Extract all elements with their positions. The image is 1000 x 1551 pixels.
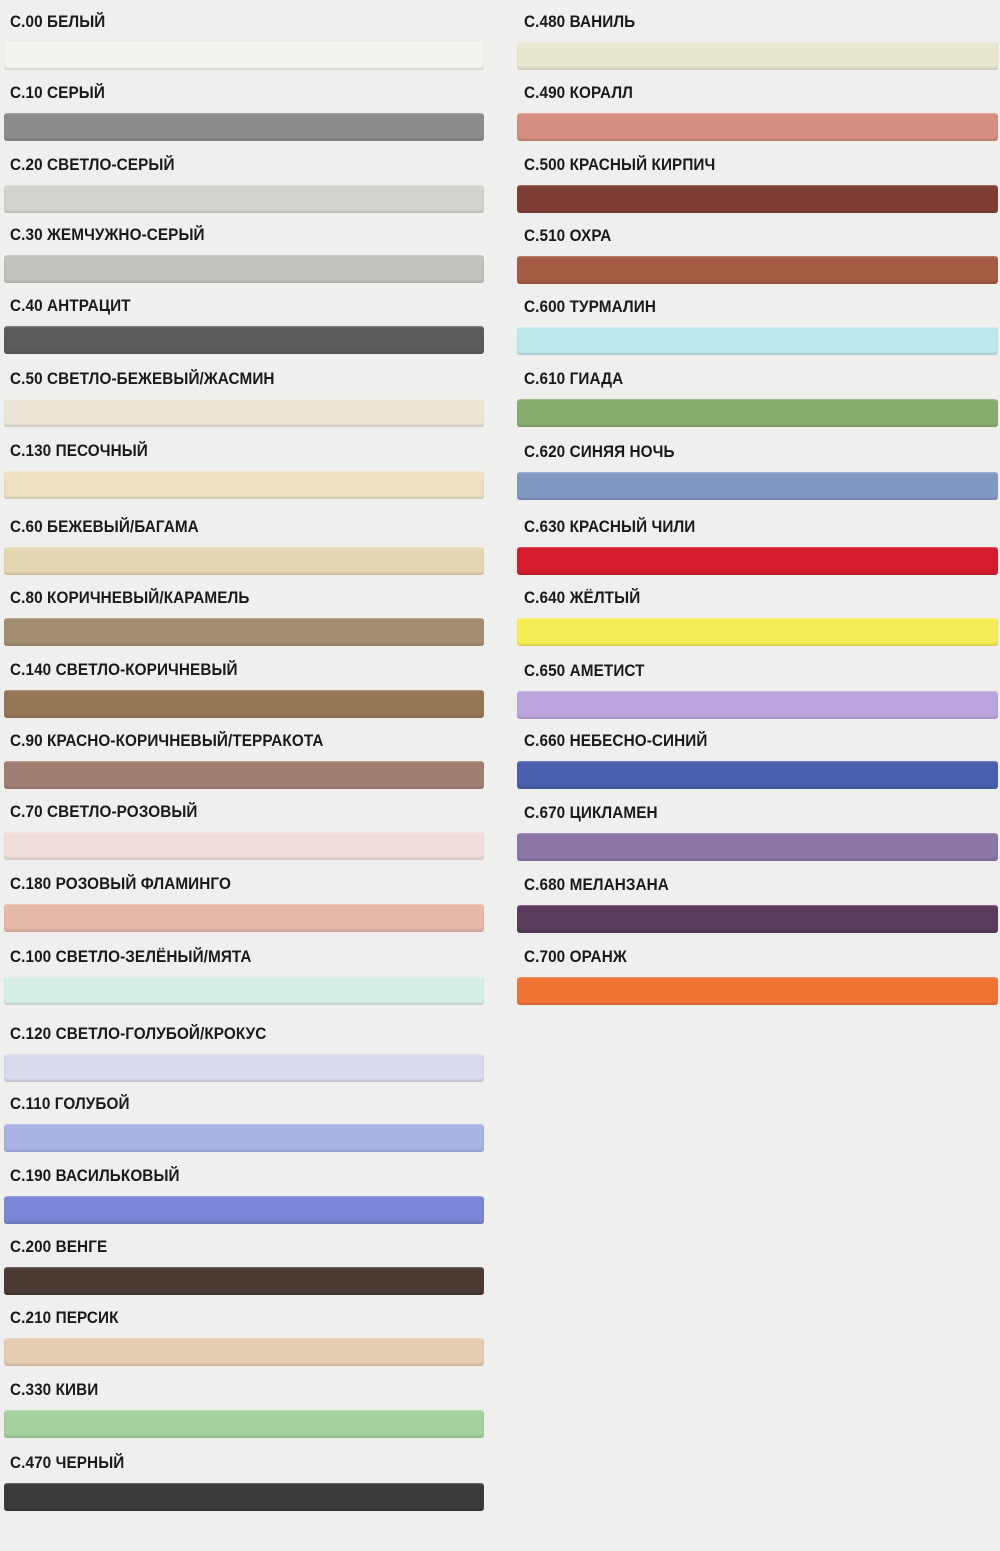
swatch-bar — [4, 547, 484, 575]
swatch-label: C.90 КРАСНО-КОРИЧНЕВЫЙ/ТЕРРАКОТА — [10, 731, 324, 750]
swatch-bar — [517, 618, 998, 646]
swatch-bar — [4, 185, 484, 213]
swatch-label: C.510 ОХРА — [524, 226, 612, 245]
swatch-label: C.680 МЕЛАНЗАНА — [524, 875, 669, 894]
swatch-label: C.630 КРАСНЫЙ ЧИЛИ — [524, 517, 696, 536]
swatch-label: C.80 КОРИЧНЕВЫЙ/КАРАМЕЛЬ — [10, 588, 250, 607]
swatch-label: C.330 КИВИ — [10, 1380, 99, 1399]
swatch-label: C.670 ЦИКЛАМЕН — [524, 803, 658, 822]
swatch-bar — [4, 1338, 484, 1366]
swatch-bar — [4, 255, 484, 283]
swatch-bar — [517, 185, 998, 213]
swatch-bar — [4, 399, 484, 427]
swatch-label: C.00 БЕЛЫЙ — [10, 12, 106, 31]
swatch-bar — [517, 113, 998, 141]
swatch-label: C.600 ТУРМАЛИН — [524, 297, 656, 316]
swatch-label: C.500 КРАСНЫЙ КИРПИЧ — [524, 155, 716, 174]
swatch-bar — [517, 472, 998, 500]
swatch-bar — [4, 832, 484, 860]
swatch-bar — [4, 1267, 484, 1295]
swatch-bar — [4, 1124, 484, 1152]
swatch-label: C.650 АМЕТИСТ — [524, 661, 645, 680]
swatch-bar — [4, 977, 484, 1005]
swatch-bar — [517, 399, 998, 427]
swatch-label: C.480 ВАНИЛЬ — [524, 12, 636, 31]
swatch-label: C.70 СВЕТЛО-РОЗОВЫЙ — [10, 802, 198, 821]
swatch-bar — [4, 471, 484, 499]
swatch-bar — [517, 833, 998, 861]
swatch-bar — [517, 761, 998, 789]
swatch-bar — [517, 256, 998, 284]
swatch-bar — [4, 1196, 484, 1224]
swatch-label: C.470 ЧЕРНЫЙ — [10, 1453, 125, 1472]
swatch-bar — [517, 42, 998, 70]
swatch-label: C.640 ЖЁЛТЫЙ — [524, 588, 641, 607]
swatch-label: C.110 ГОЛУБОЙ — [10, 1094, 130, 1113]
swatch-label: C.180 РОЗОВЫЙ ФЛАМИНГО — [10, 874, 231, 893]
swatch-bar — [4, 761, 484, 789]
swatch-label: C.20 СВЕТЛО-СЕРЫЙ — [10, 155, 175, 174]
swatch-label: C.490 КОРАЛЛ — [524, 83, 633, 102]
swatch-bar — [517, 547, 998, 575]
swatch-bar — [517, 905, 998, 933]
swatch-label: C.200 ВЕНГЕ — [10, 1237, 108, 1256]
swatch-bar — [517, 691, 998, 719]
swatch-label: C.660 НЕБЕСНО-СИНИЙ — [524, 731, 708, 750]
swatch-label: C.120 СВЕТЛО-ГОЛУБОЙ/КРОКУС — [10, 1024, 267, 1043]
swatch-label: C.60 БЕЖЕВЫЙ/БАГАМА — [10, 517, 199, 536]
swatch-bar — [517, 977, 998, 1005]
swatch-label: C.190 ВАСИЛЬКОВЫЙ — [10, 1166, 180, 1185]
swatch-bar — [4, 1483, 484, 1511]
swatch-label: C.30 ЖЕМЧУЖНО-СЕРЫЙ — [10, 225, 205, 244]
swatch-label: C.700 ОРАНЖ — [524, 947, 627, 966]
swatch-bar — [4, 42, 484, 70]
swatch-label: C.210 ПЕРСИК — [10, 1308, 119, 1327]
swatch-bar — [4, 113, 484, 141]
swatch-bar — [4, 326, 484, 354]
swatch-label: C.100 СВЕТЛО-ЗЕЛЁНЫЙ/МЯТА — [10, 947, 252, 966]
swatch-label: C.50 СВЕТЛО-БЕЖЕВЫЙ/ЖАСМИН — [10, 369, 275, 388]
swatch-label: C.40 АНТРАЦИТ — [10, 296, 131, 315]
swatch-bar — [4, 618, 484, 646]
swatch-label: C.10 СЕРЫЙ — [10, 83, 105, 102]
swatch-label: C.620 СИНЯЯ НОЧЬ — [524, 442, 675, 461]
swatch-bar — [4, 1410, 484, 1438]
swatch-label: C.130 ПЕСОЧНЫЙ — [10, 441, 148, 460]
swatch-bar — [4, 904, 484, 932]
swatch-bar — [4, 690, 484, 718]
swatch-bar — [517, 327, 998, 355]
swatch-label: C.140 СВЕТЛО-КОРИЧНЕВЫЙ — [10, 660, 238, 679]
swatch-bar — [4, 1054, 484, 1082]
swatch-label: C.610 ГИАДА — [524, 369, 624, 388]
